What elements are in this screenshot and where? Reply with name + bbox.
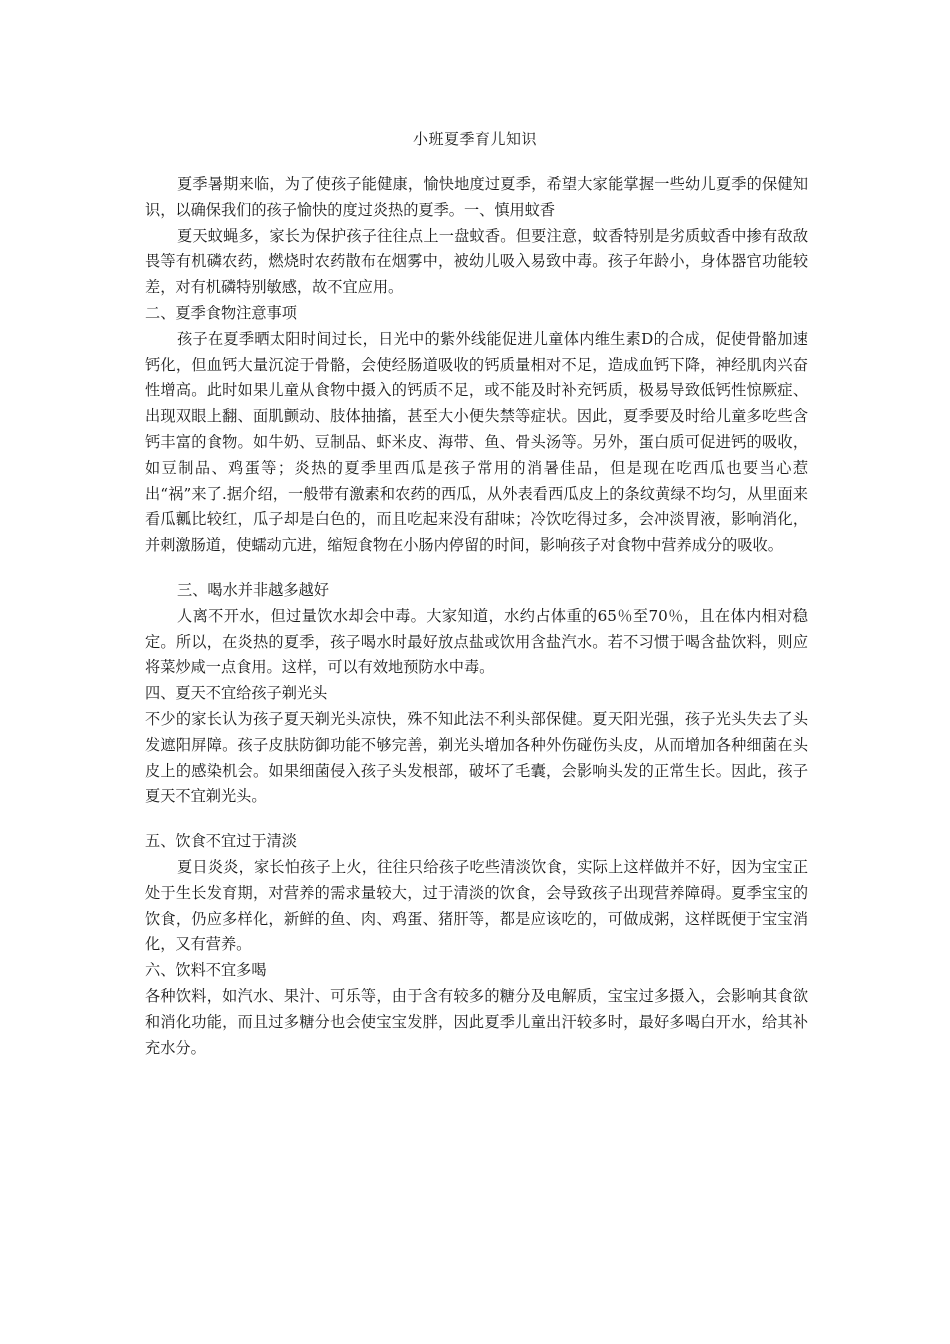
- food-paragraph: 孩子在夏季晒太阳时间过长，日光中的紫外线能促进儿童体内维生素D的合成，促使骨骼加速钙化，但血钙大量沉淀于骨骼，会使经肠道吸收的钙质量相对不足，造成血钙下降，神经肌肉兴奋性增高。此时如果儿童从食物中摄入的钙质不足，或不能及时补充钙质，极易导致低钙性惊厥症、出现双眼上翻、面肌颤动、肢体抽搐，甚至大小便失禁等症状。因此，夏季要及时给儿童多吃些含钙丰富的食物。如牛奶、豆制品、虾米皮、海带、鱼、骨头汤等。另外，蛋白质可促进钙的吸收，如豆制品、鸡蛋等；炎热的夏季里西瓜是孩子常用的消暑佳品，但是现在吃西瓜也要当心惹出“祸”来了.据介绍，一般带有激素和农药的西瓜，从外表看西瓜皮上的条纹黄绿不均匀，从里面来看瓜瓤比较红，瓜子却是白色的，而且吃起来没有甜味；冷饮吃得过多，会冲淡胃液，影响消化，并刺激肠道，使蠕动亢进，缩短食物在小肠内停留的时间，影响孩子对食物中营养成分的吸收。: [145, 329, 808, 555]
- document-title: 小班夏季育儿知识: [412, 130, 537, 148]
- drinks-paragraph: 各种饮料，如汽水、果汁、可乐等，由于含有较多的糖分及电解质，宝宝过多摄入，会影响其食欲和消化功能，而且过多糖分也会使宝宝发胖，因此夏季儿童出汗较多时，最好多喝白开水，给其补充水分。: [145, 986, 808, 1057]
- diet-paragraph: 夏日炎炎，家长怕孩子上火，往往只给孩子吃些清淡饮食，实际上这样做并不好，因为宝宝正处于生长发育期，对营养的需求量较大，过于清淡的饮食，会导致孩子出现营养障碍。夏季宝宝的饮食，仍应多样化，新鲜的鱼、肉、鸡蛋、猪肝等，都是应该吃的，可做成粥，这样既便于宝宝消化，又有营养。: [145, 857, 808, 954]
- section-heading-food: 二、夏季食物注意事项: [145, 303, 297, 322]
- section-heading-water: 三、喝水并非越多越好: [177, 580, 329, 599]
- section-heading-diet: 五、饮食不宜过于清淡: [145, 832, 297, 851]
- mosquito-coil-paragraph: 夏天蚊蝇多，家长为保护孩子往往点上一盘蚊香。但要注意，蚊香特别是劣质蚊香中掺有敌敌畏等有机磷农药，燃烧时农药散布在烟雾中，被幼儿吸入易致中毒。孩子年龄小，身体器官功能较差，对有机磷特别敏感，故不宜应用。: [145, 226, 808, 297]
- blank-line: [145, 810, 808, 829]
- water-paragraph: 人离不开水，但过量饮水却会中毒。大家知道，水约占体重的65％至70％，且在体内相对稳定。所以，在炎热的夏季，孩子喝水时最好放点盐或饮用含盐汽水。若不习惯于喝含盐饮料，则应将菜炒咸一点食用。这样，可以有效地预防水中毒。: [145, 606, 808, 677]
- document-body: [145, 172, 808, 1061]
- intro-paragraph: 夏季暑期来临，为了使孩子能健康，愉快地度过夏季，希望大家能掌握一些幼儿夏季的保健知识，以确保我们的孩子愉快的度过炎热的夏季。一、慎用蚊香: [145, 175, 808, 219]
- haircut-paragraph: 不少的家长认为孩子夏天剃光头凉快，殊不知此法不利头部保健。夏天阳光强，孩子光头失去了头发遮阳屏障。孩子皮肤防御功能不够完善，剃光头增加各种外伤碰伤头皮，从而增加各种细菌在头皮上的感染机会。如果细菌侵入孩子头发根部，破坏了毛囊，会影响头发的正常生长。因此，孩子夏天不宜剃光头。: [145, 709, 808, 806]
- section-heading-drinks: 六、饮料不宜多喝: [145, 961, 267, 980]
- blank-line: [145, 559, 808, 578]
- section-heading-haircut: 四、夏天不宜给孩子剃光头: [145, 684, 328, 703]
